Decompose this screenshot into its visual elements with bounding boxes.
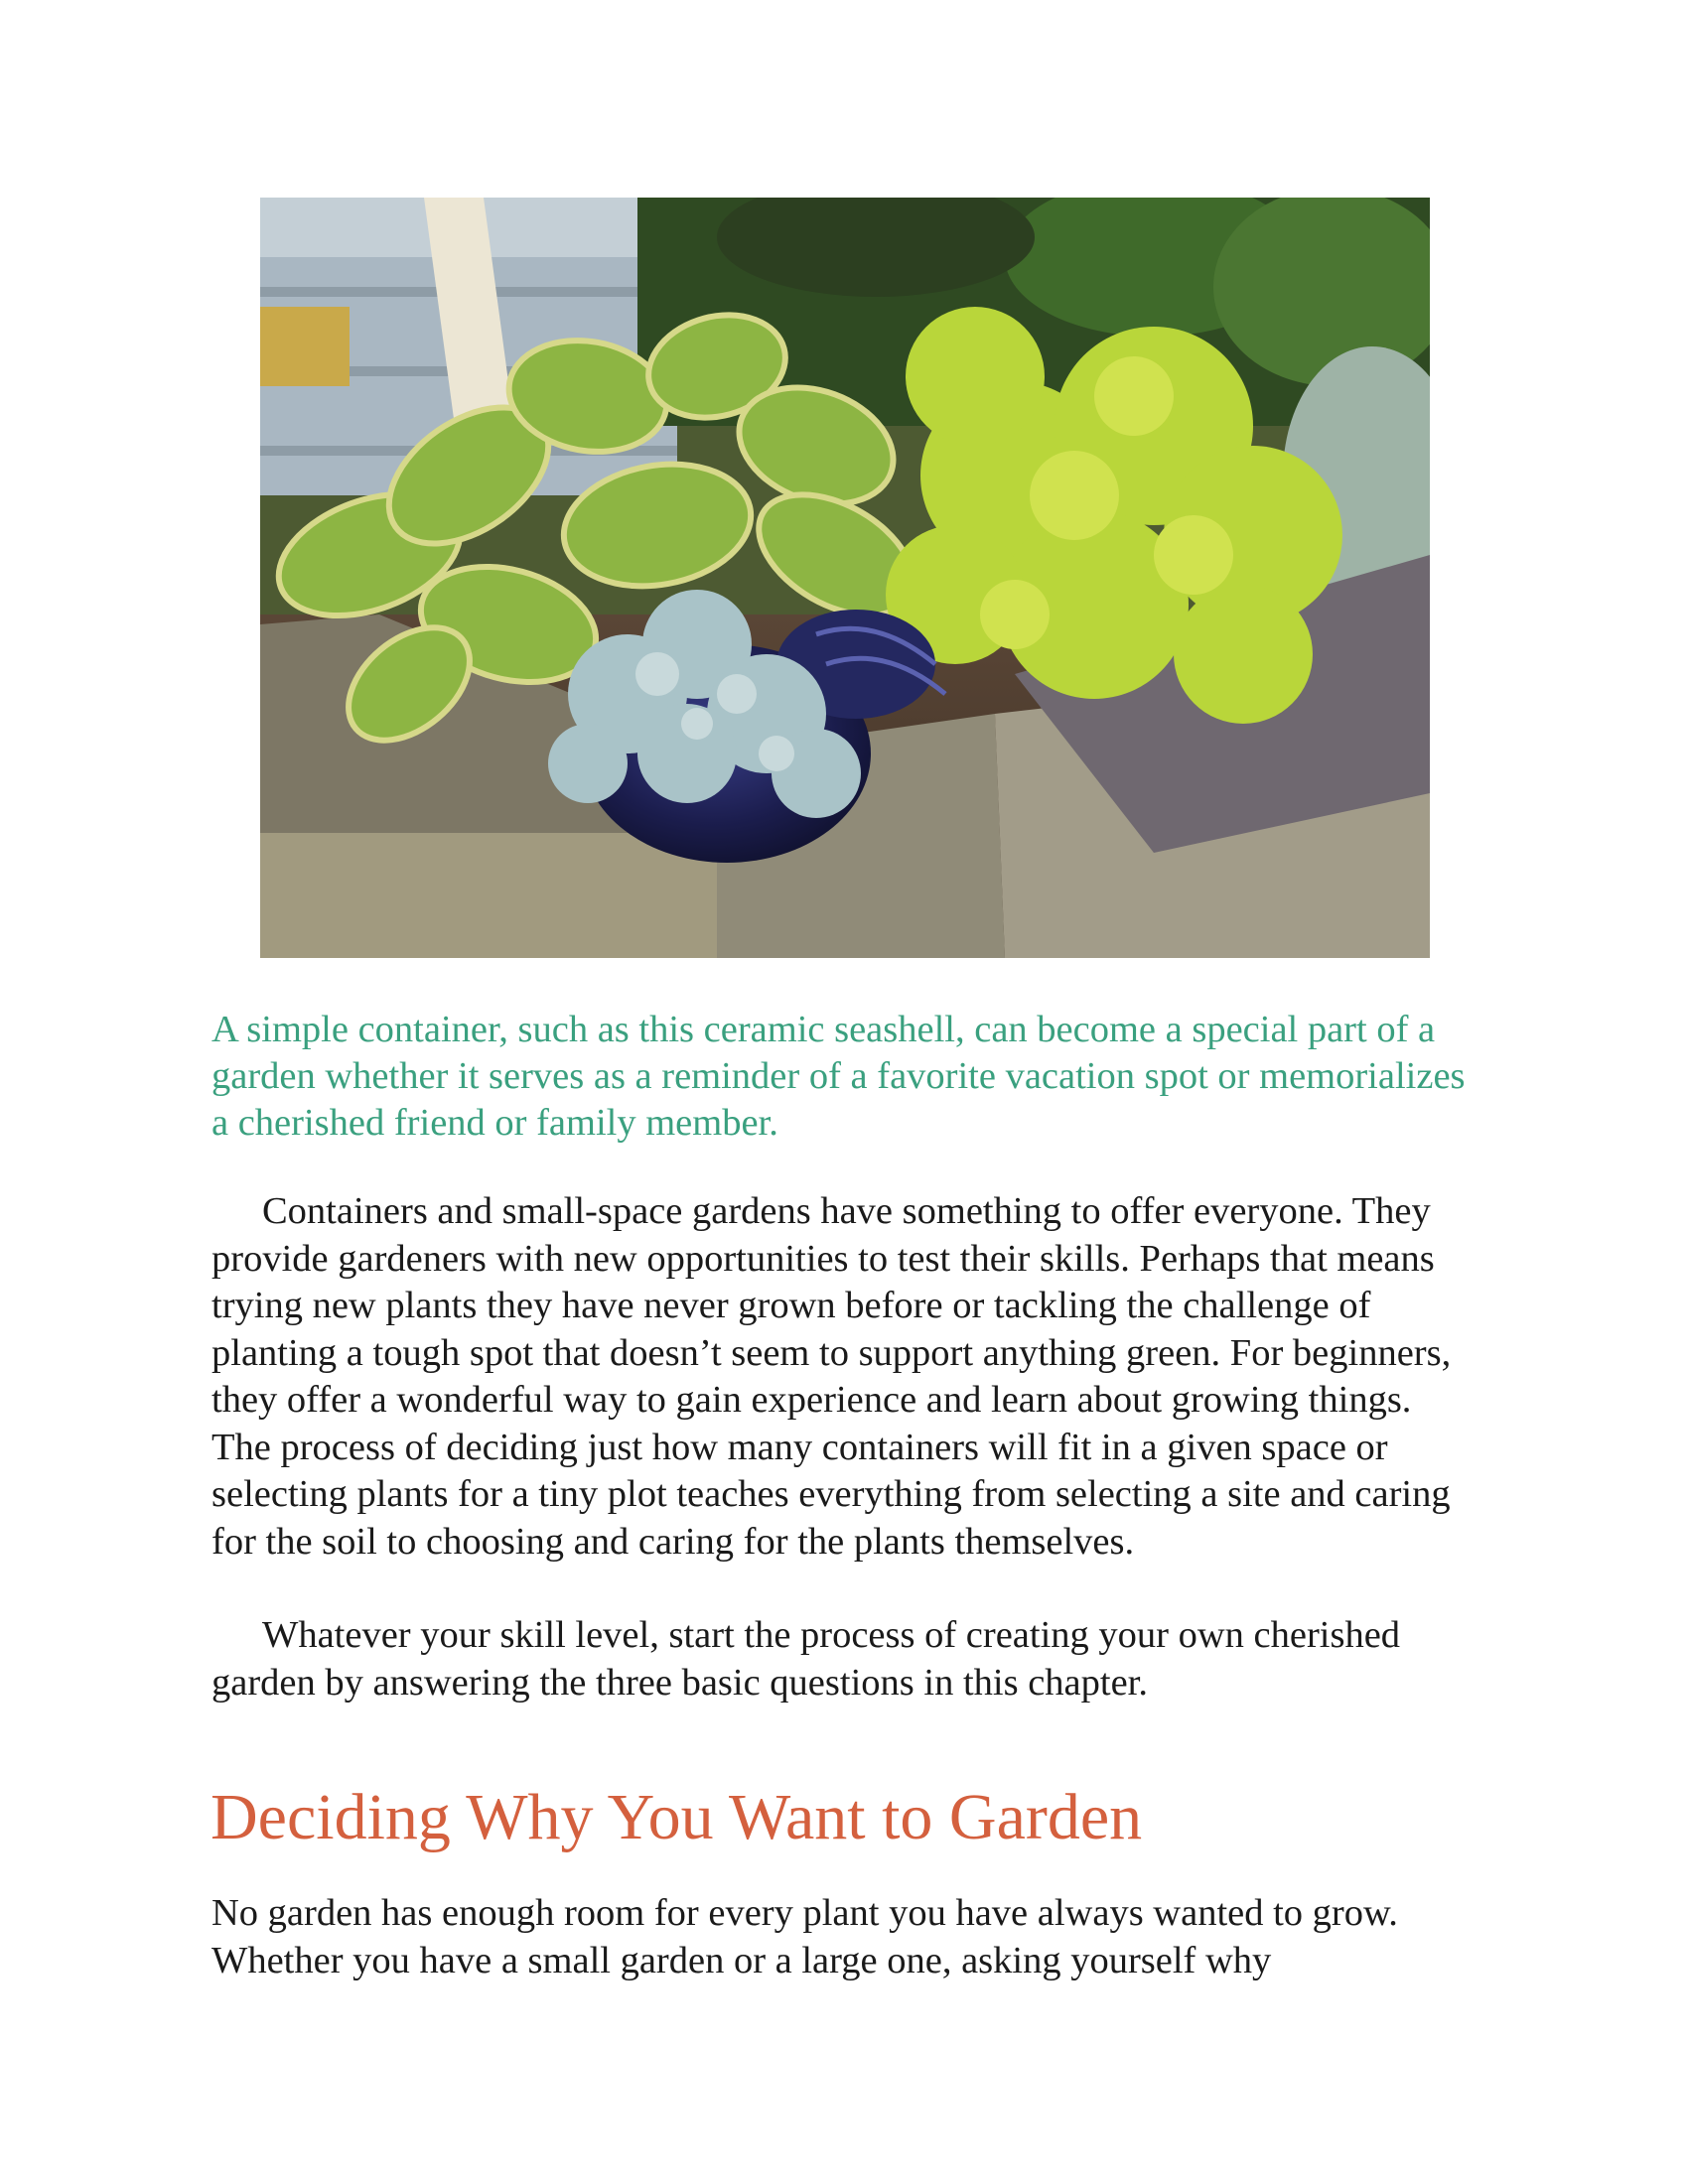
photo-caption: A simple container, such as this ceramic seashell, can become a special part of a garden whether it serves as a reminder of a favorite vacation spot or memorializes a cherished friend or family member. [211,1009,1466,1144]
garden-photo [260,198,1430,958]
section-paragraph-1: No garden has enough room for every plant you have always wanted to grow. Whether you have a small garden or a large one, asking yourself why [211,1892,1398,1981]
garden-photo-illustration [260,198,1430,958]
section-heading: Deciding Why You Want to Garden [211,1781,1143,1853]
body-paragraph-1: Containers and small-space gardens have something to offer everyone. They provide gardeners with new opportunities to test their skills. Perhaps that means trying new plants they have never grown before or tackling the challenge of planting a tough spot that doesn’t seem to support anything green. For beginners, they offer a wonderful way to gain experience and learn about growing things. The process of deciding just how many containers will fit in a given space or selecting plants for a tiny plot teaches everything from selecting a site and caring for the soil to choosing and caring for the plants themselves. [211,1190,1452,1563]
body-paragraph-2: Whatever your skill level, start the process of creating your own cherished garden by answering the three basic questions in this chapter. [211,1614,1401,1704]
